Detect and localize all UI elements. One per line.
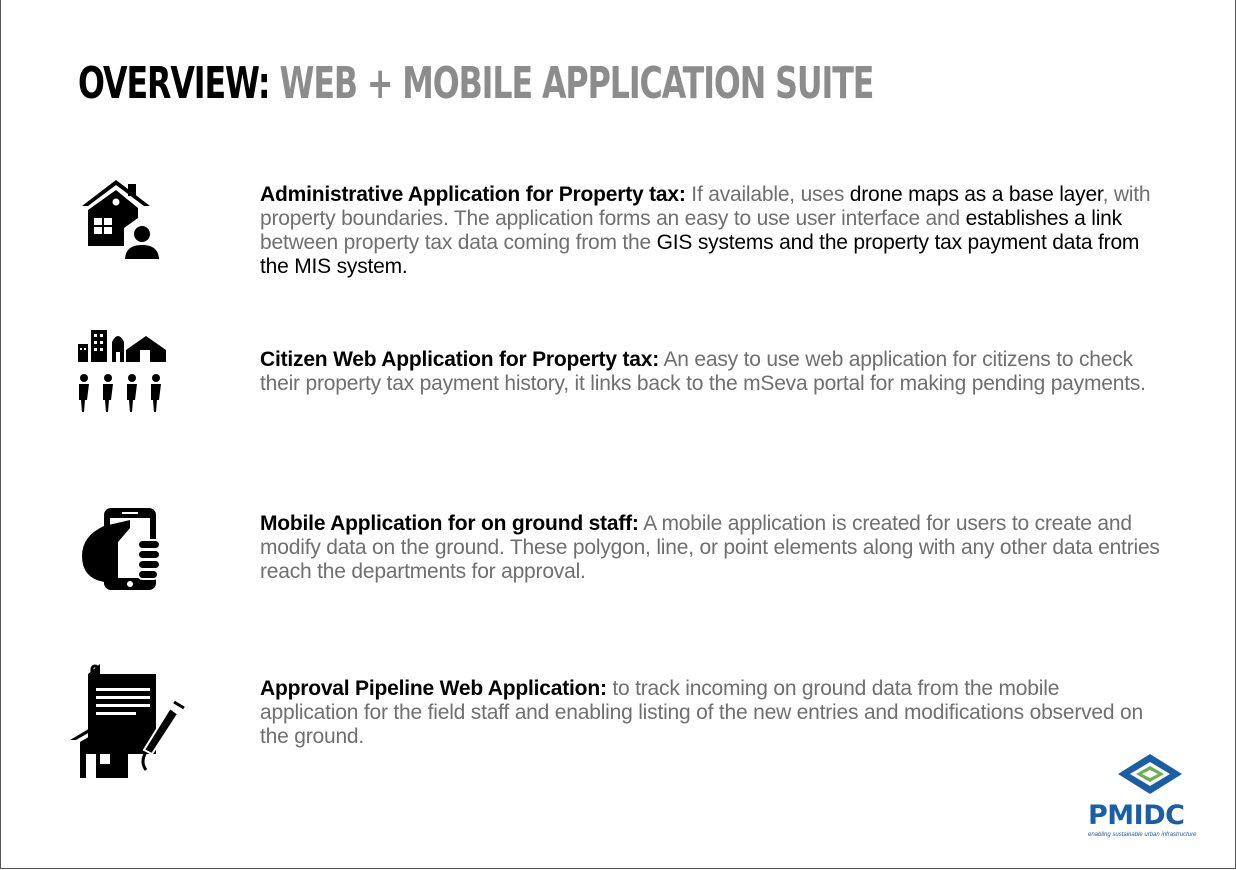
item-heading: Citizen Web Application for Property tax: [260,348,660,371]
list-item [78,662,1178,782]
list-item [78,178,1178,278]
hand-holding-phone-icon [78,506,164,597]
house-with-user-icon [78,178,162,267]
text-part: If available, uses [685,183,850,206]
list-item [78,506,1178,596]
text-part: A mobile application is created for users to create and modify data on the ground. These polygon, line, or point elements along with any other data entries reach the departments for approval. [260,512,1160,583]
item-heading: Mobile Application for on ground staff: [260,512,639,535]
item-heading: Approval Pipeline Web Application: [260,677,607,700]
title-rest: WEB + MOBILE APPLICATION SUITE [279,58,874,109]
text-part: GIS systems and the property tax payment data from the MIS system. [260,231,1140,278]
text-part: between property tax data coming from the [260,231,657,254]
logo-wordmark: PMIDC [1088,800,1185,831]
logo-tagline: enabling sustainable urban infrastructure [1088,832,1197,838]
item-text [260,512,1160,584]
item-text [260,677,1160,749]
item-text [260,183,1160,279]
item-text [260,348,1160,396]
text-part: , with property boundaries. The application forms an easy to use user interface and [260,183,1151,230]
city-citizens-icon [78,328,168,423]
list-item [78,328,1178,418]
text-part: establishes a link [965,207,1122,230]
page-title [78,56,873,112]
item-heading: Administrative Application for Property tax: [260,183,686,206]
text-part: drone maps as a base layer [849,183,1103,206]
title-prefix: OVERVIEW: [78,58,270,109]
text-part: An easy to use web application for citizens to check their property tax payment history, it links back to the mSeva portal for making pending payments. [260,348,1146,395]
text-part: to track incoming on ground data from the mobile application for the field staff and enabling listing of the new entries and modifications observed on the ground. [260,677,1143,748]
property-document-signing-icon [70,662,186,787]
